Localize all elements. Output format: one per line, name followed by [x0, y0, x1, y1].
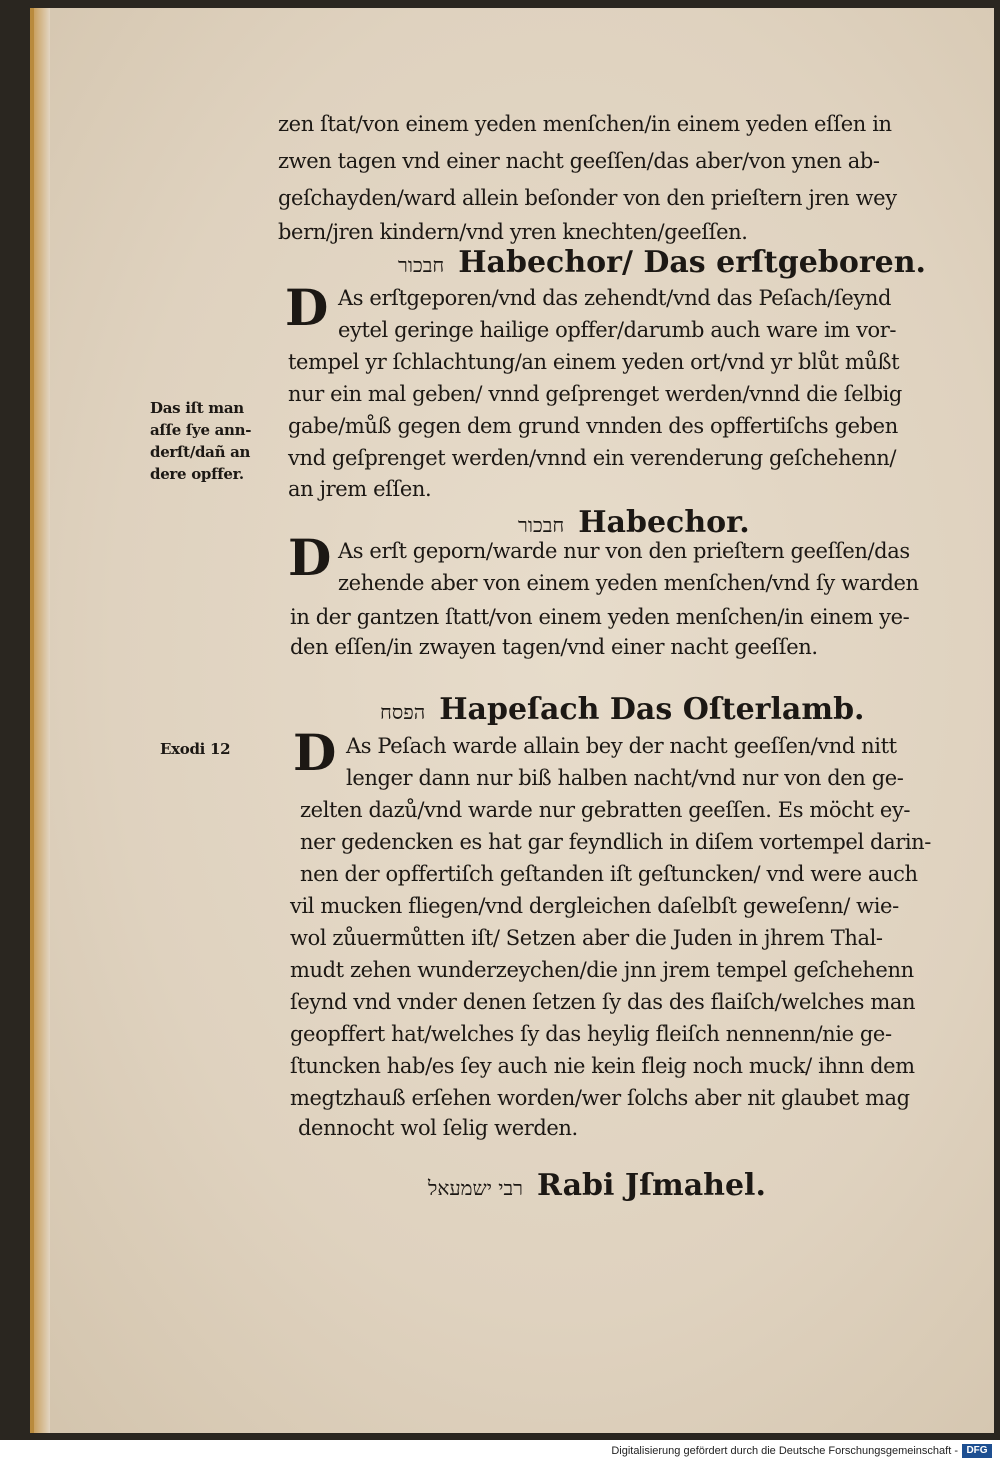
- text-line: ner gedencken es hat gar feyndlich in diſem vortempel darin-: [300, 830, 931, 854]
- text-line: As erſt geporn/warde nur von den prieſtern geeſſen/das: [338, 539, 910, 563]
- text-line: wol zůuermůtten iſt/ Setzen aber die Juden in jhrem Thal-: [290, 926, 883, 950]
- section-heading: [428, 1168, 766, 1203]
- section-heading: [380, 692, 865, 727]
- heading-text: Habechor/ Das erſtgeboren.: [458, 245, 926, 280]
- text-line: zelten dazů/vnd warde nur gebratten geeſſen. Es möcht ey-: [300, 798, 911, 822]
- page-gutter: [34, 8, 50, 1433]
- dfg-logo: DFG: [962, 1444, 992, 1458]
- text-line: eytel geringe hailige opffer/darumb auch ware im vor-: [338, 318, 897, 342]
- heading-text: Rabi Jſmahel.: [537, 1168, 766, 1203]
- text-line: As erſtgeporen/vnd das zehendt/vnd das Peſach/ſeynd: [338, 286, 891, 310]
- hebrew-heading: הפסח: [380, 700, 426, 724]
- text-line: tempel yr ſchlachtung/an einem yeden ort/vnd yr blůt můßt: [288, 350, 900, 374]
- text-line: As Peſach warde allain bey der nacht geeſſen/vnd nitt: [346, 734, 897, 758]
- hebrew-heading: רבי ישמעאל: [428, 1176, 523, 1200]
- text-line: gabe/můß gegen dem grund vnnden des opffertiſchs geben: [288, 414, 898, 438]
- footer-bar: [0, 1440, 1000, 1463]
- text-line: geſchayden/ward allein beſonder von den prieſtern jren wey: [278, 186, 897, 210]
- margin-note: Exodi 12: [160, 740, 231, 758]
- text-line: megtzhauß erſehen worden/wer ſolchs aber nit glaubet mag: [290, 1086, 910, 1110]
- text-line: geopffert hat/welches ſy das heylig fleiſch nennenn/nie ge-: [290, 1022, 892, 1046]
- text-line: nur ein mal geben/ vnnd geſprenget werden/vnnd die ſelbig: [288, 382, 902, 406]
- text-line: nen der opffertiſch geſtanden iſt geſtuncken/ vnd were auch: [300, 862, 918, 886]
- text-line: den eſſen/in zwayen tagen/vnd einer nacht geeſſen.: [290, 635, 818, 659]
- heading-text: Hapeſach Das Oſterlamb.: [439, 692, 865, 727]
- section-heading: [518, 505, 750, 540]
- text-line: zehende aber von einem yeden menſchen/vnd ſy warden: [338, 571, 919, 595]
- text-line: zwen tagen vnd einer nacht geeſſen/das aber/von ynen ab-: [278, 149, 880, 173]
- heading-text: Habechor.: [578, 505, 750, 540]
- text-line: mudt zehen wunderzeychen/die jnn jrem tempel geſchehenn: [290, 958, 914, 982]
- hebrew-heading: חבכור: [518, 513, 565, 537]
- text-line: ſeynd vnd vnder denen ſetzen ſy das des flaiſch/welches man: [290, 990, 916, 1014]
- text-line: zen ſtat/von einem yeden menſchen/in einem yeden eſſen in: [278, 112, 892, 136]
- text-line: dennocht wol ſelig werden.: [298, 1116, 578, 1140]
- footer-credit: Digitalisierung gefördert durch die Deutsche Forschungsgemeinschaft -: [611, 1445, 958, 1457]
- margin-line: dere opffer.: [150, 465, 244, 483]
- text-line: in der gantzen ſtatt/von einem yeden menſchen/in einem ye-: [290, 605, 910, 629]
- drop-cap: D: [293, 723, 337, 782]
- text-line: lenger dann nur biß halben nacht/vnd nur von den ge-: [346, 766, 904, 790]
- drop-cap: D: [288, 528, 332, 587]
- text-line: vnd geſprenget werden/vnnd ein verenderung geſchehenn/: [288, 446, 897, 470]
- margin-line: aſſe ſye ann-: [150, 421, 252, 439]
- text-line: bern/jren kindern/vnd yren knechten/geeſſen.: [278, 220, 748, 244]
- margin-note: [150, 397, 251, 485]
- text-line: an jrem eſſen.: [288, 477, 432, 501]
- text-line: ſtuncken hab/es ſey auch nie kein fleig noch muck/ ihnn dem: [290, 1054, 915, 1078]
- text-line: vil mucken fliegen/vnd dergleichen daſelbſt geweſenn/ wie-: [290, 894, 899, 918]
- hebrew-heading: חבכור: [398, 253, 445, 277]
- margin-line: Das iſt man: [150, 399, 244, 417]
- section-heading: [398, 245, 926, 280]
- drop-cap: D: [285, 278, 329, 337]
- margin-line: derſt/dañ an: [150, 443, 251, 461]
